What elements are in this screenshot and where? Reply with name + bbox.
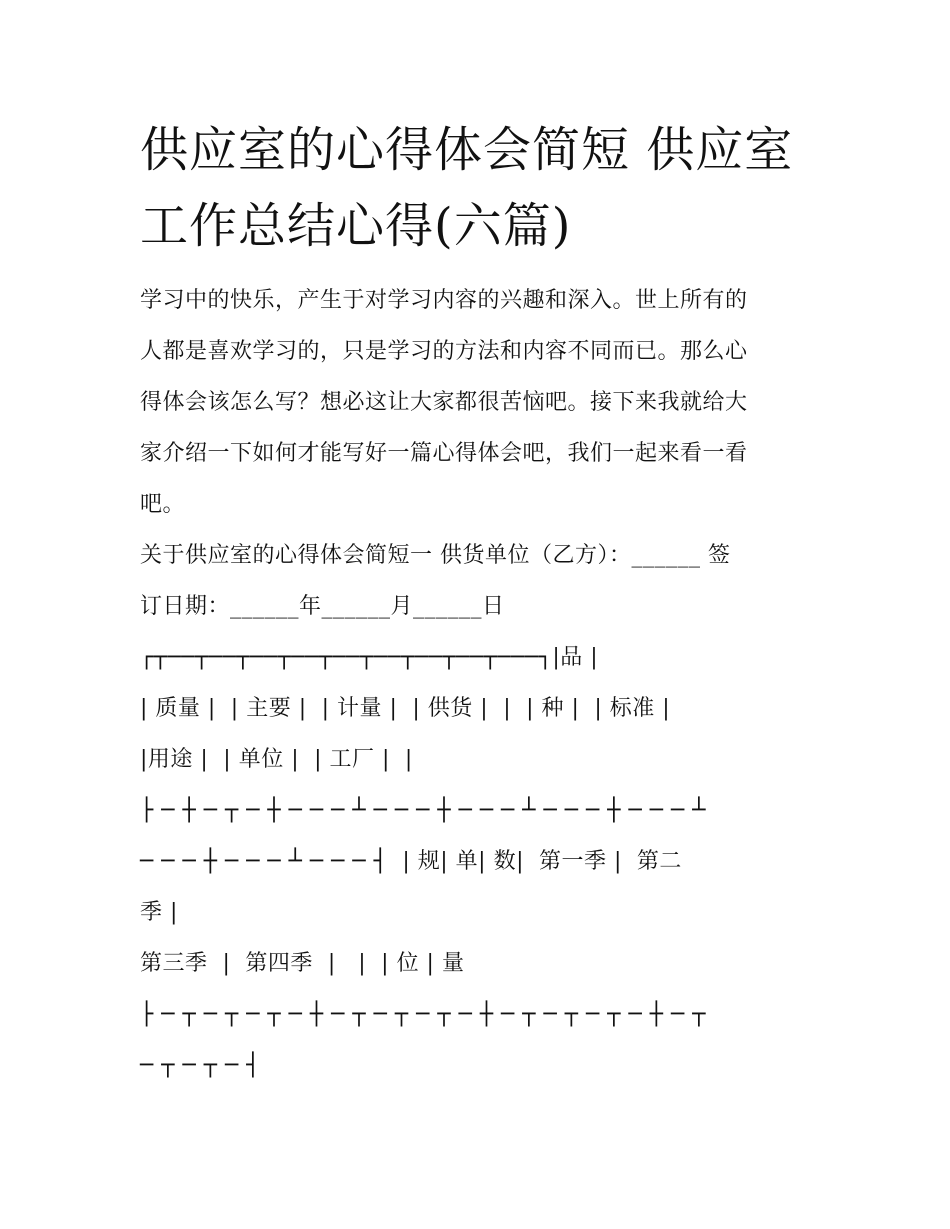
section-line: 订日期：______年______月______日 bbox=[140, 594, 505, 619]
document-title bbox=[140, 112, 820, 264]
table-line: ┌┬──┬──┬──┬──┬──┬──┬──┬──┬───┐|品 | bbox=[140, 645, 599, 670]
title-line-1: 供应室的心得体会简短 供应室 bbox=[140, 122, 794, 178]
table-line: 第三季 | 第四季 | | | 位 | 量 bbox=[140, 951, 465, 976]
intro-line: 得体会该怎么写？想必这让大家都很苦恼吧。接下来我就给大 bbox=[140, 390, 748, 415]
intro-line: 吧。 bbox=[140, 492, 186, 517]
text-table bbox=[140, 632, 815, 1091]
intro-line: 家介绍一下如何才能写好一篇心得体会吧，我们一起来看一看 bbox=[140, 441, 748, 466]
table-line: ─ ┬ ─ ┬ ─ ┤ bbox=[140, 1053, 260, 1078]
intro-paragraph bbox=[140, 275, 815, 530]
table-line: ├ ─ ┼ ─ ┬ ─ ┼ ─ ─ ─ ┴ ─ ─ ─ ┼ ─ ─ ─ ┴ ─ ─ ─ ┼ ─ ─ ─ ┴ bbox=[140, 798, 706, 823]
section-line: 关于供应室的心得体会简短一 供货单位（乙方）：______ 签 bbox=[140, 543, 731, 568]
intro-line: 人都是喜欢学习的，只是学习的方法和内容不同而已。那么心 bbox=[140, 339, 748, 364]
table-line: ├ ─ ┬ ─ ┬ ─ ┬ ─ ┼ ─ ┬ ─ ┬ ─ ┬ ─ ┼ ─ ┬ ─ ┬ ─ ┬ ─ ┼ ─ ┬ bbox=[140, 1002, 706, 1027]
table-line: 季 | bbox=[140, 900, 178, 925]
intro-line: 学习中的快乐，产生于对学习内容的兴趣和深入。世上所有的 bbox=[140, 288, 748, 313]
title-line-2: 工作总结心得(六篇) bbox=[140, 198, 572, 254]
table-line: |用途 | | 单位 | | 工厂 | | bbox=[140, 747, 413, 772]
section-header bbox=[140, 530, 815, 632]
table-line: | 质量 | | 主要 | | 计量 | | 供货 | | | 种 | | 标准 | bbox=[140, 696, 671, 721]
table-line: ─ ─ ─ ┼ ─ ─ ─ ┴ ─ ─ ─ ┤ | 规| 单| 数| 第一季 | 第二 bbox=[140, 849, 682, 874]
